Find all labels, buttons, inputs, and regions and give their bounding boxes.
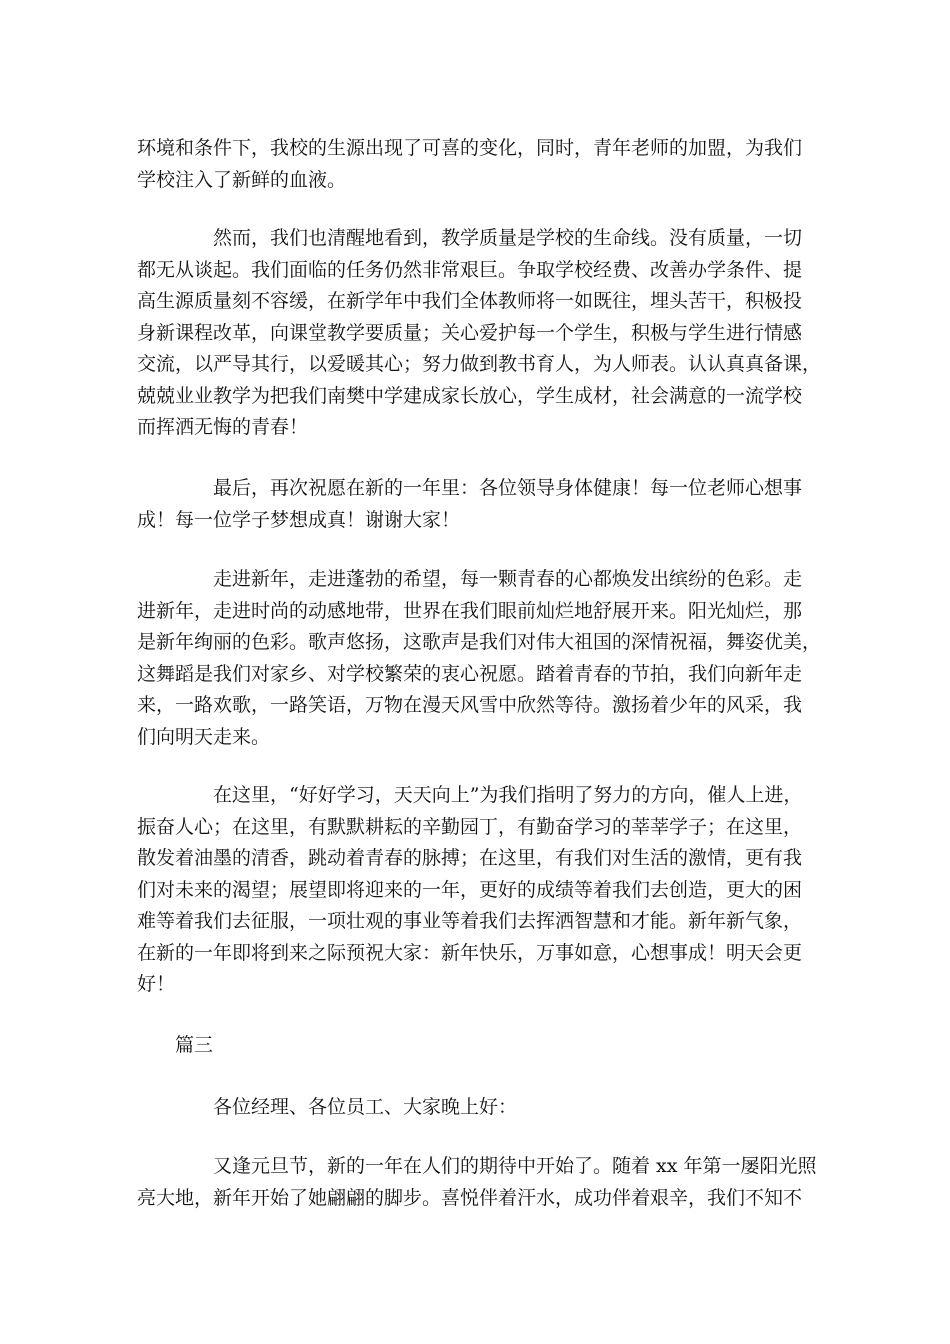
paragraph-line: 来，一路欢歌，一路笑语，万物在漫天风雪中欣然等待。激扬着少年的风采，我 [137,694,803,716]
paragraph-line: 走进新年，走进蓬勃的希望，每一颗青春的心都焕发出缤纷的色彩。走 [213,568,803,590]
paragraph-line: 是新年绚丽的色彩。歌声悠扬，这歌声是我们对伟大祖国的深情祝福，舞姿优美， [137,631,822,653]
section-title: 篇三 [175,1034,214,1056]
paragraph-line: 成！每一位学子梦想成真！谢谢大家！ [137,508,461,531]
paragraph-line: 振奋人心；在这里，有默默耕耘的辛勤园丁，有勤奋学习的莘莘学子；在这里， [137,815,803,838]
paragraph-line: 交流，以严导其行，以爱暖其心；努力做到教书育人，为人师表。认认真真备课， [137,353,822,375]
paragraph-line: 最后，再次祝愿在新的一年里：各位领导身体健康！每一位老师心想事 [213,477,803,499]
paragraph-line: 好！ [137,973,176,995]
paragraph-line: 高生源质量刻不容缓，在新学年中我们全体教师将一如既往，埋头苦干，积极投 [137,290,803,312]
paragraph-line: 而挥洒无悔的青春！ [137,416,309,438]
paragraph-line: 兢兢业业教学为把我们南樊中学建成家长放心，学生成材，社会满意的一流学校 [137,384,803,407]
paragraph-line: 在这里，“好好学习，天天向上”为我们指明了努力的方向，催人上进， [213,784,803,806]
paragraph-line: 学校注入了新鲜的血液。 [137,168,347,191]
paragraph-line: 进新年，走进时尚的动感地带，世界在我们眼前灿烂地舒展开来。阳光灿烂，那 [137,599,803,622]
paragraph-2 [137,223,822,444]
paragraph-line: 在新的一年即将到来之际预祝大家：新年快乐，万事如意，心想事成！明天会更 [137,941,803,964]
paragraph-line: 又逢元旦节，新的一年在人们的期待中开始了。随着 xx 年第一屡阳光照 [213,1155,817,1177]
paragraph-line: 们向明天走来。 [137,725,271,748]
paragraph-line: 各位经理、各位员工、大家晚上好： [213,1096,518,1118]
section-heading [137,1030,817,1062]
paragraph-greeting [137,1092,817,1124]
paragraph-line: 这舞蹈是我们对家乡、对学校繁荣的衷心祝愿。踏着青春的节拍，我们向新年走 [137,662,803,685]
paragraph-8 [137,1151,817,1214]
paragraph-1 [137,133,817,196]
paragraph-line: 然而，我们也清醒地看到，教学质量是学校的生命线。没有质量，一切 [213,227,803,249]
paragraph-4 [137,564,822,753]
paragraph-line: 亮大地，新年开始了她翩翩的脚步。喜悦伴着汗水，成功伴着艰辛，我们不知不 [137,1186,803,1209]
paragraph-line: 散发着油墨的清香，跳动着青春的脉搏；在这里，有我们对生活的激情，更有我 [137,847,803,869]
paragraph-line: 环境和条件下，我校的生源出现了可喜的变化，同时，青年老师的加盟，为我们 [137,137,803,159]
paragraph-line: 都无从谈起。我们面临的任务仍然非常艰巨。争取学校经费、改善办学条件、提 [137,258,803,281]
paragraph-line: 们对未来的渴望；展望即将迎来的一年，更好的成绩等着我们去创造，更大的困 [137,878,803,901]
paragraph-line: 难等着我们去征服，一项壮观的事业等着我们去挥洒智慧和才能。新年新气象， [137,910,803,932]
paragraph-line: 身新课程改革，向课堂教学要质量；关心爱护每一个学生，积极与学生进行情感 [137,321,803,344]
paragraph-3 [137,473,817,536]
paragraph-5 [137,780,817,1001]
